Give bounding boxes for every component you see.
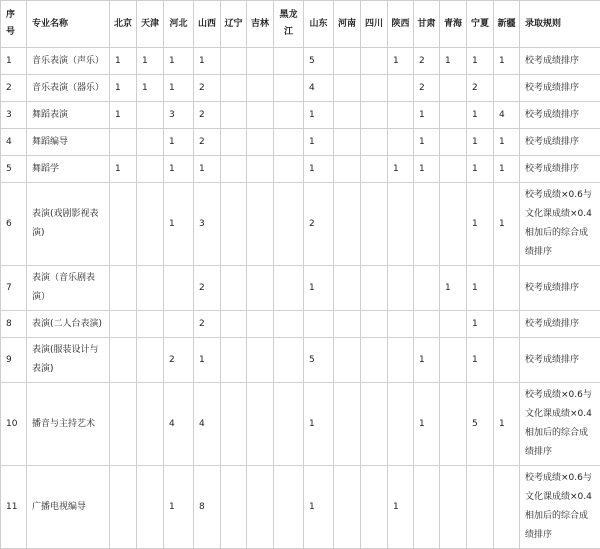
row-quota-cell (164, 266, 194, 311)
row-seq: 6 (1, 183, 27, 266)
table-body (1, 48, 600, 549)
row-quota-cell: 1 (388, 156, 414, 183)
row-quota-cell (137, 311, 164, 338)
table-row (1, 102, 600, 129)
row-quota-cell (361, 183, 388, 266)
row-quota-cell (137, 266, 164, 311)
row-quota-cell (274, 129, 304, 156)
row-quota-cell (334, 338, 361, 383)
row-quota-cell (110, 311, 137, 338)
row-quota-cell (221, 156, 247, 183)
row-quota-cell (440, 102, 467, 129)
header-province: 黑龙江 (274, 1, 304, 48)
row-admission-rule: 校考成绩×0.6与文化课成绩×0.4相加后的综合成绩排序 (520, 466, 600, 549)
row-seq: 2 (1, 75, 27, 102)
row-major-name: 舞蹈表演 (27, 102, 110, 129)
row-quota-cell (361, 311, 388, 338)
row-quota-cell: 2 (194, 129, 221, 156)
header-province: 山东 (304, 1, 334, 48)
row-quota-cell (274, 183, 304, 266)
header-province: 天津 (137, 1, 164, 48)
row-quota-cell: 1 (388, 48, 414, 75)
row-quota-cell (334, 183, 361, 266)
row-quota-cell: 1 (494, 183, 520, 266)
row-quota-cell (388, 383, 414, 466)
row-quota-cell (137, 466, 164, 549)
row-quota-cell (274, 102, 304, 129)
row-quota-cell: 1 (414, 338, 440, 383)
row-major-name: 表演(服装设计与表演) (27, 338, 110, 383)
row-quota-cell: 1 (110, 156, 137, 183)
row-quota-cell: 2 (414, 75, 440, 102)
row-quota-cell (361, 156, 388, 183)
row-major-name: 表演(二人台表演) (27, 311, 110, 338)
row-quota-cell (110, 129, 137, 156)
header-major: 专业名称 (27, 1, 110, 48)
row-quota-cell: 1 (467, 183, 494, 266)
header-province: 北京 (110, 1, 137, 48)
row-major-name: 舞蹈学 (27, 156, 110, 183)
row-quota-cell (361, 129, 388, 156)
row-quota-cell: 1 (304, 266, 334, 311)
table-row (1, 311, 600, 338)
row-quota-cell: 1 (194, 48, 221, 75)
row-quota-cell (440, 129, 467, 156)
row-quota-cell (334, 311, 361, 338)
row-admission-rule: 校考成绩×0.6与文化课成绩×0.4相加后的综合成绩排序 (520, 183, 600, 266)
row-quota-cell (137, 102, 164, 129)
table-row (1, 183, 600, 266)
row-quota-cell (440, 183, 467, 266)
row-quota-cell (221, 466, 247, 549)
row-quota-cell (247, 266, 274, 311)
header-province: 山西 (194, 1, 221, 48)
row-quota-cell: 1 (494, 129, 520, 156)
row-quota-cell (388, 183, 414, 266)
row-quota-cell (334, 266, 361, 311)
row-admission-rule: 校考成绩排序 (520, 129, 600, 156)
row-quota-cell (361, 466, 388, 549)
row-quota-cell: 1 (164, 466, 194, 549)
header-province: 甘肃 (414, 1, 440, 48)
row-quota-cell (361, 383, 388, 466)
row-major-name: 音乐表演（器乐） (27, 75, 110, 102)
row-quota-cell (274, 48, 304, 75)
header-province: 四川 (361, 1, 388, 48)
row-quota-cell (494, 75, 520, 102)
row-quota-cell (414, 183, 440, 266)
row-quota-cell: 1 (137, 75, 164, 102)
header-row (1, 1, 600, 48)
header-rule: 录取规则 (520, 1, 600, 48)
row-quota-cell: 4 (194, 383, 221, 466)
row-quota-cell (361, 75, 388, 102)
row-quota-cell (164, 311, 194, 338)
row-quota-cell: 5 (467, 383, 494, 466)
header-province: 宁夏 (467, 1, 494, 48)
row-major-name: 表演(戏剧影视表演) (27, 183, 110, 266)
row-quota-cell: 1 (388, 466, 414, 549)
row-quota-cell: 1 (467, 129, 494, 156)
row-major-name: 播音与主持艺术 (27, 383, 110, 466)
table-row (1, 129, 600, 156)
row-quota-cell (388, 129, 414, 156)
row-quota-cell: 1 (467, 48, 494, 75)
row-quota-cell (247, 129, 274, 156)
row-quota-cell: 1 (304, 129, 334, 156)
row-quota-cell (334, 156, 361, 183)
row-quota-cell: 1 (110, 48, 137, 75)
row-quota-cell (440, 466, 467, 549)
row-quota-cell: 1 (164, 183, 194, 266)
row-quota-cell: 1 (494, 156, 520, 183)
row-quota-cell (440, 75, 467, 102)
row-quota-cell: 3 (164, 102, 194, 129)
row-quota-cell (494, 266, 520, 311)
row-quota-cell (334, 129, 361, 156)
row-quota-cell: 8 (194, 466, 221, 549)
row-quota-cell: 1 (137, 48, 164, 75)
row-quota-cell: 1 (440, 266, 467, 311)
row-quota-cell: 4 (494, 102, 520, 129)
row-quota-cell (414, 466, 440, 549)
row-major-name: 广播电视编导 (27, 466, 110, 549)
row-quota-cell (494, 466, 520, 549)
row-quota-cell (274, 383, 304, 466)
row-seq: 3 (1, 102, 27, 129)
header-province: 新疆 (494, 1, 520, 48)
row-seq: 7 (1, 266, 27, 311)
row-quota-cell (274, 156, 304, 183)
row-admission-rule: 校考成绩排序 (520, 338, 600, 383)
row-quota-cell: 1 (164, 129, 194, 156)
row-quota-cell: 2 (414, 48, 440, 75)
row-quota-cell: 1 (164, 156, 194, 183)
row-quota-cell (334, 75, 361, 102)
row-quota-cell (137, 156, 164, 183)
header-province: 辽宁 (221, 1, 247, 48)
row-seq: 5 (1, 156, 27, 183)
row-quota-cell (247, 75, 274, 102)
row-quota-cell (334, 48, 361, 75)
row-quota-cell (221, 338, 247, 383)
row-quota-cell (440, 383, 467, 466)
table-row (1, 156, 600, 183)
row-quota-cell (334, 102, 361, 129)
row-quota-cell (440, 156, 467, 183)
row-admission-rule: 校考成绩排序 (520, 102, 600, 129)
row-admission-rule: 校考成绩排序 (520, 48, 600, 75)
row-quota-cell (494, 311, 520, 338)
row-seq: 11 (1, 466, 27, 549)
row-quota-cell: 1 (494, 48, 520, 75)
row-quota-cell (137, 129, 164, 156)
row-quota-cell: 2 (194, 102, 221, 129)
row-seq: 4 (1, 129, 27, 156)
row-quota-cell (137, 338, 164, 383)
row-quota-cell (361, 338, 388, 383)
row-quota-cell: 1 (440, 48, 467, 75)
row-quota-cell (388, 75, 414, 102)
row-quota-cell: 1 (467, 338, 494, 383)
row-quota-cell: 1 (194, 156, 221, 183)
row-quota-cell (137, 183, 164, 266)
table-row (1, 266, 600, 311)
row-quota-cell: 3 (194, 183, 221, 266)
row-quota-cell: 1 (164, 48, 194, 75)
table-row (1, 338, 600, 383)
row-quota-cell (388, 266, 414, 311)
row-quota-cell (440, 311, 467, 338)
header-seq: 序号 (1, 1, 27, 48)
row-major-name: 音乐表演（声乐） (27, 48, 110, 75)
row-quota-cell (110, 183, 137, 266)
row-quota-cell: 1 (304, 466, 334, 549)
row-seq: 8 (1, 311, 27, 338)
row-quota-cell: 1 (110, 75, 137, 102)
row-quota-cell (247, 156, 274, 183)
row-quota-cell: 4 (304, 75, 334, 102)
row-quota-cell (247, 102, 274, 129)
row-quota-cell (221, 266, 247, 311)
row-quota-cell (247, 466, 274, 549)
row-quota-cell: 1 (467, 311, 494, 338)
row-quota-cell (274, 338, 304, 383)
row-major-name: 表演（音乐剧表演） (27, 266, 110, 311)
row-quota-cell (361, 102, 388, 129)
table-row (1, 48, 600, 75)
row-quota-cell (247, 383, 274, 466)
row-seq: 10 (1, 383, 27, 466)
row-quota-cell (137, 383, 164, 466)
row-quota-cell: 1 (467, 102, 494, 129)
row-major-name: 舞蹈编导 (27, 129, 110, 156)
row-quota-cell (110, 338, 137, 383)
row-admission-rule: 校考成绩排序 (520, 75, 600, 102)
row-quota-cell: 1 (304, 102, 334, 129)
table-row (1, 75, 600, 102)
row-quota-cell (247, 338, 274, 383)
row-quota-cell (494, 338, 520, 383)
row-quota-cell: 5 (304, 48, 334, 75)
row-quota-cell (414, 266, 440, 311)
row-quota-cell: 1 (494, 383, 520, 466)
row-quota-cell (334, 466, 361, 549)
table-row (1, 466, 600, 549)
header-province: 吉林 (247, 1, 274, 48)
row-quota-cell: 5 (304, 338, 334, 383)
row-quota-cell (110, 266, 137, 311)
row-quota-cell: 4 (164, 383, 194, 466)
row-quota-cell (221, 311, 247, 338)
row-quota-cell (274, 311, 304, 338)
row-quota-cell: 1 (414, 156, 440, 183)
row-quota-cell: 1 (110, 102, 137, 129)
row-quota-cell (388, 338, 414, 383)
row-quota-cell (247, 48, 274, 75)
row-quota-cell (440, 338, 467, 383)
row-admission-rule: 校考成绩排序 (520, 156, 600, 183)
header-province: 青海 (440, 1, 467, 48)
row-quota-cell (110, 466, 137, 549)
row-quota-cell: 1 (164, 75, 194, 102)
row-quota-cell (388, 102, 414, 129)
row-quota-cell (247, 311, 274, 338)
row-quota-cell: 1 (467, 266, 494, 311)
header-province: 河北 (164, 1, 194, 48)
row-quota-cell (247, 183, 274, 266)
row-quota-cell (110, 383, 137, 466)
row-quota-cell (304, 311, 334, 338)
row-quota-cell: 2 (304, 183, 334, 266)
table-row (1, 383, 600, 466)
row-admission-rule: 校考成绩×0.6与文化课成绩×0.4相加后的综合成绩排序 (520, 383, 600, 466)
row-seq: 9 (1, 338, 27, 383)
row-quota-cell (414, 311, 440, 338)
row-quota-cell: 2 (194, 75, 221, 102)
row-quota-cell (467, 466, 494, 549)
row-quota-cell (361, 48, 388, 75)
row-quota-cell: 1 (414, 102, 440, 129)
row-quota-cell (221, 75, 247, 102)
row-quota-cell: 2 (164, 338, 194, 383)
row-quota-cell (388, 311, 414, 338)
row-quota-cell (274, 266, 304, 311)
row-quota-cell (221, 183, 247, 266)
header-province: 陕西 (388, 1, 414, 48)
row-quota-cell: 1 (414, 129, 440, 156)
row-quota-cell (221, 102, 247, 129)
row-quota-cell: 2 (194, 311, 221, 338)
row-seq: 1 (1, 48, 27, 75)
row-quota-cell: 2 (467, 75, 494, 102)
row-quota-cell (221, 129, 247, 156)
row-quota-cell: 1 (304, 156, 334, 183)
row-quota-cell: 1 (467, 156, 494, 183)
row-quota-cell: 1 (194, 338, 221, 383)
row-quota-cell: 2 (194, 266, 221, 311)
row-admission-rule: 校考成绩排序 (520, 266, 600, 311)
row-quota-cell (334, 383, 361, 466)
row-quota-cell (274, 75, 304, 102)
row-quota-cell (221, 383, 247, 466)
header-province: 河南 (334, 1, 361, 48)
row-admission-rule: 校考成绩排序 (520, 311, 600, 338)
row-quota-cell (274, 466, 304, 549)
row-quota-cell (221, 48, 247, 75)
row-quota-cell (361, 266, 388, 311)
row-quota-cell: 1 (304, 383, 334, 466)
row-quota-cell: 1 (414, 383, 440, 466)
